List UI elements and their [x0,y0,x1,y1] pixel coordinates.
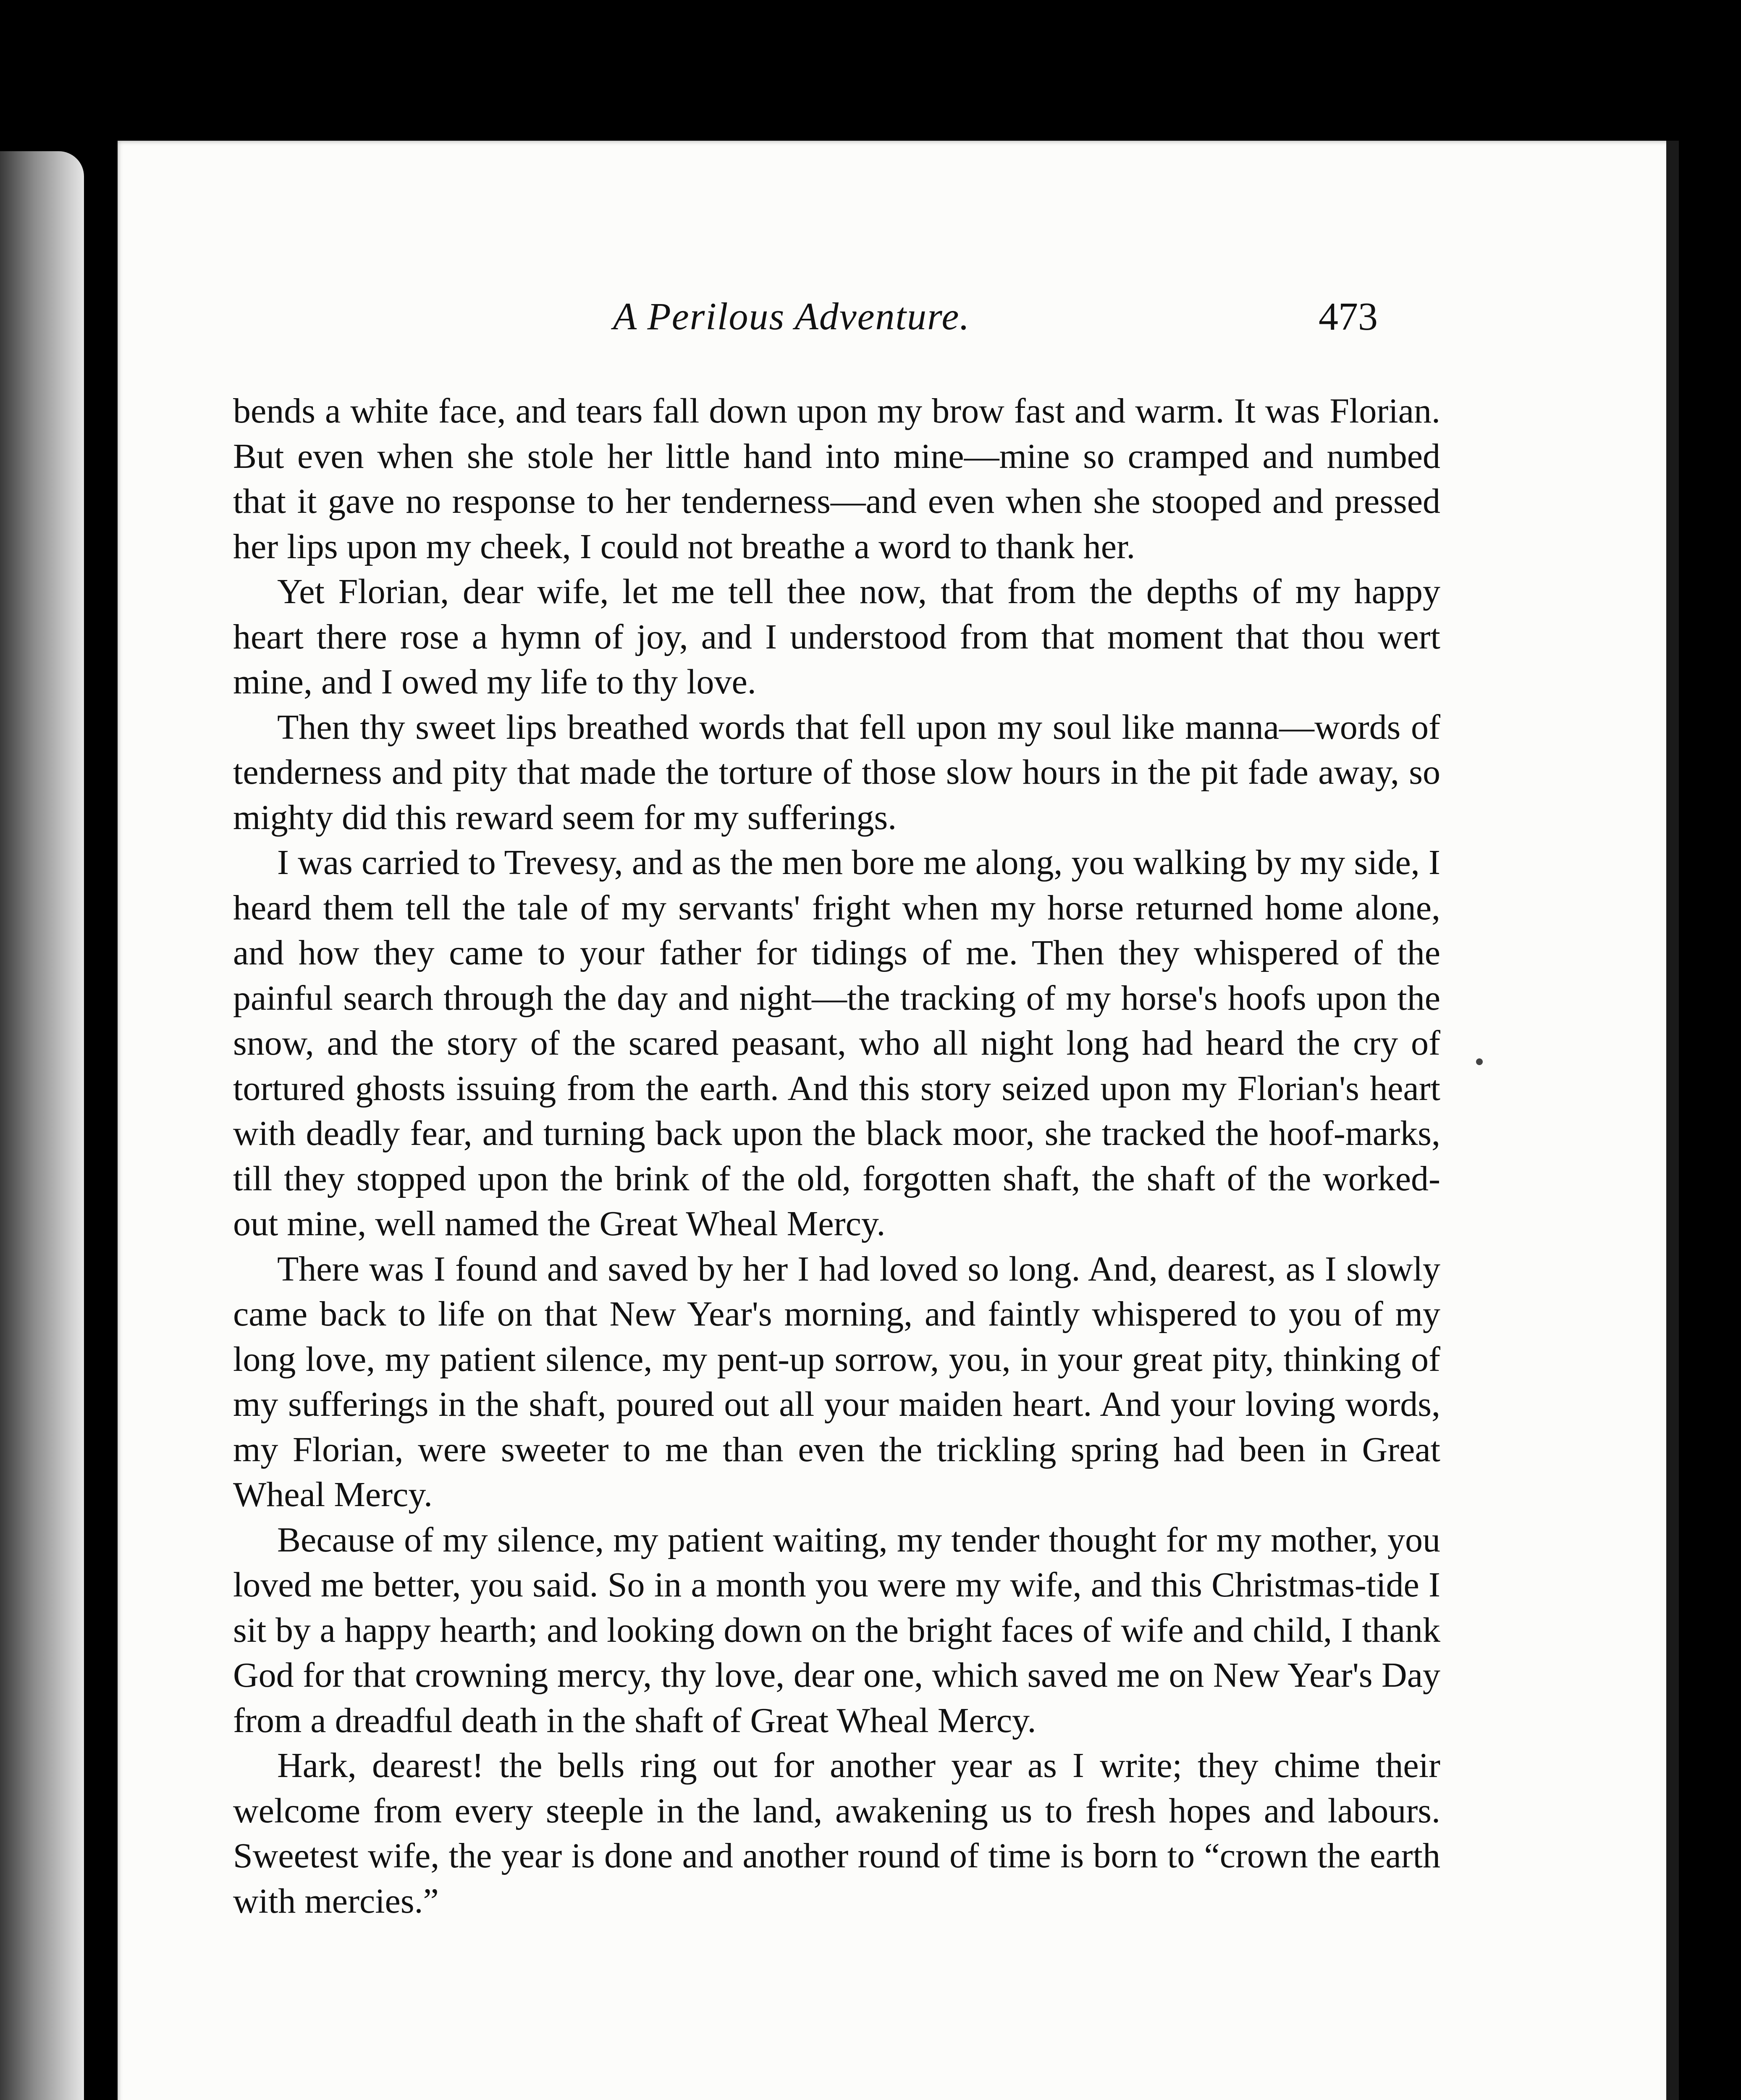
paragraph: I was carried to Trevesy, and as the men bore me along, you walking by my side, I heard them tell the tale of my servants' fright when my horse returned home alone, and how they came to your father for tidings of me. Then they whispered of the painful search through the day and night—the tracking of my horse's hoofs upon the snow, and the story of the scared peasant, who all night long had heard the cry of tortured ghosts issuing from the earth. And this story seized upon my Florian's heart with deadly fear, and turning back upon the black moor, she tracked the hoof-marks, till they stopped upon the brink of the old, forgotten shaft, the shaft of the worked-out mine, well named the Great Wheal Mercy. [233,843,1440,1243]
paragraph: There was I found and saved by her I had loved so long. And, dearest, as I slowly came back to life on that New Year's morning, and faintly whispered to you of my long love, my patient silence, my pent-up sorrow, you, in your great pity, thinking of my sufferings in the shaft, poured out all your maiden heart. And your loving words, my Florian, were sweeter to me than even the trickling spring had been in Great Wheal Mercy. [233,1249,1440,1514]
body-text [233,388,1440,1924]
adjacent-page-edge [0,151,84,2100]
page-number: 473 [1319,295,1378,339]
page-binding-edge [1666,141,1679,2100]
paragraph: Because of my silence, my patient waiting, my tender thought for my mother, you loved me better, you said. So in a month you were my wife, and this Christmas-tide I sit by a happy hearth; and looking down on the bright faces of wife and child, I thank God for that crowning mercy, thy love, dear one, which saved me on New Year's Day from a dreadful death in the shaft of Great Wheal Mercy. [233,1520,1440,1740]
scan-speck [1476,1058,1483,1065]
paragraph: Hark, dearest! the bells ring out for another year as I write; they chime their welcome from every steeple in the land, awakening us to fresh hopes and labours. Sweetest wife, the year is done and another round of time is born to “crown the earth with mercies.” [233,1746,1440,1921]
paragraph: bends a white face, and tears fall down upon my brow fast and warm. It was Florian. But even when she stole her little hand into mine—mine so cramped and numbed that it gave no response to her tenderness—and even when she stooped and pressed her lips upon my cheek, I could not breathe a word to thank her. [233,391,1440,566]
paragraph: Then thy sweet lips breathed words that fell upon my soul like manna—words of tenderness and pity that made the torture of those slow hours in the pit fade away, so mighty did this reward seem for my sufferings. [233,707,1440,837]
paragraph: Yet Florian, dear wife, let me tell thee now, that from the depths of my happy heart there rose a hymn of joy, and I understood from that moment that thou wert mine, and I owed my life to thy love. [233,572,1440,701]
running-head: A Perilous Adventure. [613,295,970,338]
